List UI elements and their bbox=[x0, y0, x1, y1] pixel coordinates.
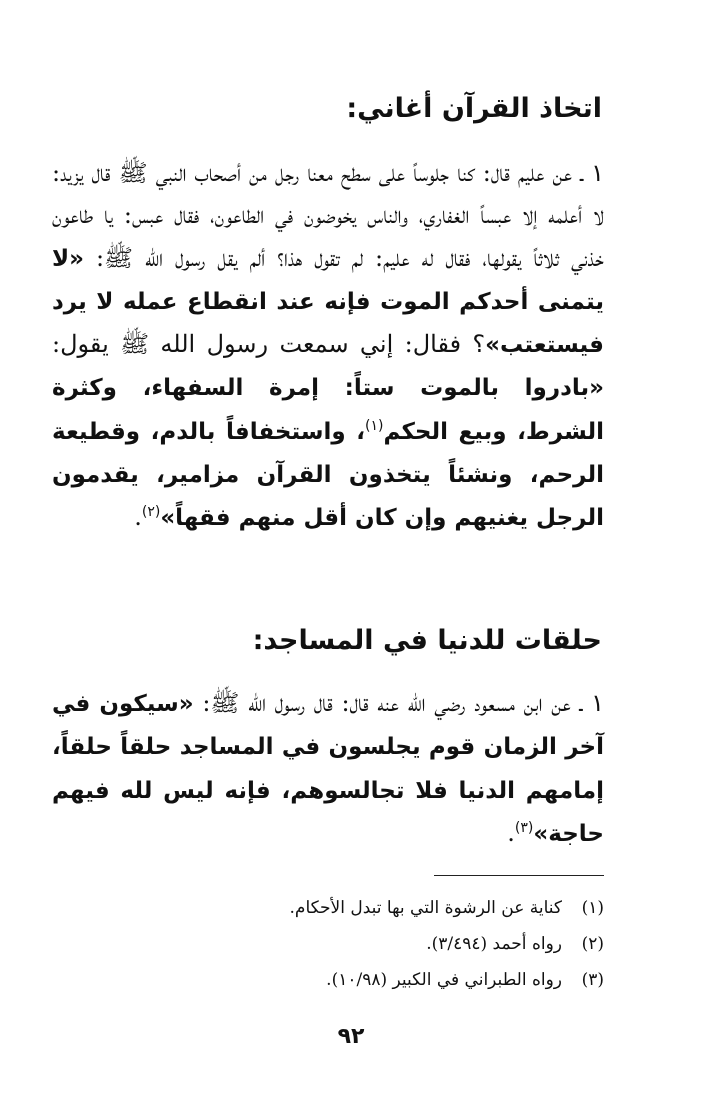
hadith-paragraph-1 bbox=[52, 152, 604, 540]
hadith-2-narration: ١ ـ عن ابن مسعود رضي الله عنه قال: قال رسول الله ﷺ: bbox=[193, 689, 604, 717]
footnote-number: (١) bbox=[581, 898, 604, 918]
hadith-2-end: . bbox=[507, 818, 515, 847]
hadith-paragraph-2 bbox=[52, 682, 604, 855]
hadith-1-narration: ١ ـ عن عليم قال: كنا جلوساً على سطح معنا رجل من أصحاب النبي ﷺ قال يزيد: لا أعلمه إلا عبساً الغفاري، والناس يخوضون في الطاعون، فقال عبس: يا طاعون خذني ثلاثاً يقولها، فقال له عليم: لم تقول هذا؟ ألم يقل رسول الله ﷺ: bbox=[52, 159, 604, 272]
footnote-text: رواه الطبراني في الكبير (١٠/٩٨). bbox=[326, 970, 562, 990]
hadith-2-quote: «سيكون في آخر الزمان قوم يجلسون في المساجد حلقاً حلقاً، إمامهم الدنيا فلا تجالسوهم، فإنه ليس لله فيهم حاجة» bbox=[52, 691, 604, 847]
hadith-1-quote-2-continued: ، واستخفافاً بالدم، وقطيعة الرحم، ونشئاً يتخذون القرآن مزامير، يقدمون الرجل يغنيهم وإن كان أقل منهم فقهاً» bbox=[52, 418, 604, 532]
footnote-item bbox=[52, 962, 604, 998]
footnote-item bbox=[52, 890, 604, 926]
footnote-text: كناية عن الرشوة التي بها تبدل الأحكام. bbox=[289, 898, 562, 918]
footnote-divider bbox=[434, 875, 604, 876]
footnote-number: (٢) bbox=[581, 934, 604, 954]
footnotes-list bbox=[52, 890, 604, 998]
footnote-ref-1[interactable]: (١) bbox=[364, 417, 384, 434]
footnote-ref-3[interactable]: (٣) bbox=[514, 819, 534, 836]
hadith-1-narration-middle: ؟ فقال: إني سمعت رسول الله ﷺ يقول: bbox=[52, 330, 486, 359]
hadith-1-quote-2: «بادروا بالموت ستاً: إمرة السفهاء، وكثرة الشرط، وبيع الحكم bbox=[52, 375, 604, 445]
hadith-1-end: . bbox=[134, 503, 142, 532]
page-number: ٩٢ bbox=[337, 1024, 365, 1049]
section-heading-quran-songs: اتخاذ القرآن أغاني: bbox=[346, 93, 602, 124]
footnote-ref-2[interactable]: (٢) bbox=[141, 504, 161, 521]
section-heading-mosque-circles: حلقات للدنيا في المساجد: bbox=[252, 625, 602, 656]
footnote-number: (٣) bbox=[581, 970, 604, 990]
footnote-item bbox=[52, 926, 604, 962]
footnote-text: رواه أحمد (٣/٤٩٤). bbox=[426, 934, 562, 954]
hadith-1-quote-1: «لا يتمنى أحدكم الموت فإنه عند انقطاع عمله لا يرد فيستعتب» bbox=[52, 245, 604, 359]
